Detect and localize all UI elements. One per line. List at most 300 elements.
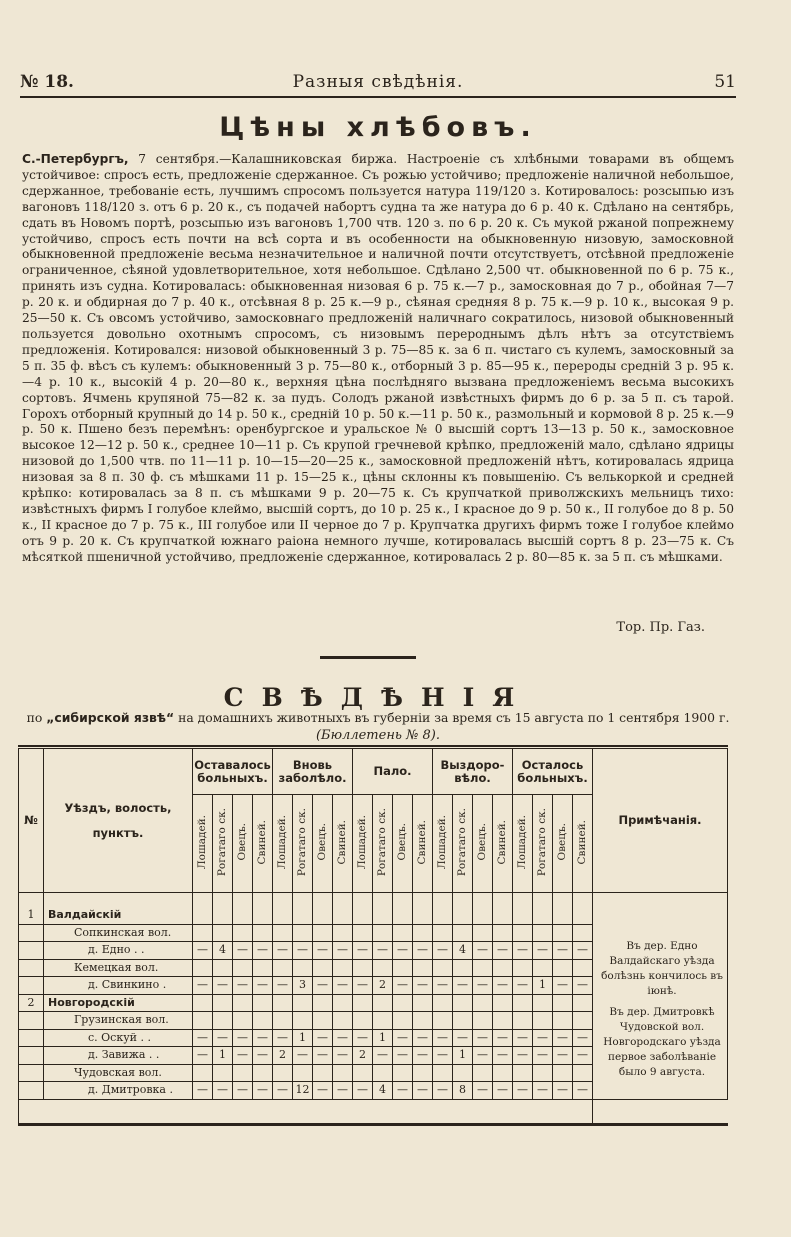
animal-header-label: Свиней. [576,819,588,865]
count-cell: — [253,1047,273,1065]
count-cell [193,959,213,977]
count-cell: — [473,1082,493,1100]
count-cell: — [253,942,273,960]
row-number [19,924,44,942]
count-cell [413,1064,433,1082]
count-cell [553,1012,573,1030]
count-cell [573,1012,593,1030]
animal-header-label: Лошадей. [356,814,368,870]
count-cell: — [433,1082,453,1100]
count-cell: — [193,1082,213,1100]
count-cell [553,959,573,977]
animal-header-label: Овецъ. [476,823,488,861]
count-cell [313,1012,333,1030]
count-cell [473,893,493,925]
animal-header [253,795,273,893]
count-cell: 12 [293,1082,313,1100]
count-cell [433,959,453,977]
count-cell: — [373,1047,393,1065]
animal-header [393,795,413,893]
animal-header [373,795,393,893]
count-cell: — [273,977,293,995]
animal-header-label: Свиней. [416,819,428,865]
count-cell: 1 [213,1047,233,1065]
animal-header [493,795,513,893]
count-cell: — [493,942,513,960]
count-cell [533,1064,553,1082]
count-cell [573,924,593,942]
count-cell: — [573,977,593,995]
col-place-header [44,749,193,893]
row-number [19,959,44,977]
count-cell [493,1064,513,1082]
count-cell: — [253,977,273,995]
place-name: Сопкинская вол. [44,924,193,942]
count-cell: — [533,1047,553,1065]
article-title: Цѣны хлѣбовъ. [219,112,537,143]
table-bottom-rule [18,1123,728,1126]
count-cell [253,959,273,977]
count-cell: — [313,977,333,995]
count-cell: — [233,1029,253,1047]
count-cell: — [273,1029,293,1047]
count-cell [253,1012,273,1030]
count-cell: 1 [373,1029,393,1047]
count-cell [473,1012,493,1030]
count-cell [273,1012,293,1030]
count-cell: — [573,1029,593,1047]
count-cell [373,1064,393,1082]
count-cell: 3 [293,977,313,995]
article-text: 7 сентября.—Калашниковская биржа. Настроеніе съ хлѣбными товарами въ общемъ устойчивое: спросъ есть, предложеніе сдержанное. Съ рожью устойчиво; предложеніе наличной небольшое, сдержанное, требованіе есть, лучшимъ спросомъ пользуется натура 119/120 з. Котировалось: розсыпью изъ вагоновъ 118/120 з. отъ 6 р. 20 к., съ подачей набортъ судна та же натура до 6 р. 40 к. Сдѣлано на сентябрь, сдать въ Новомъ портѣ, розсыпью изъ вагоновъ 1,700 чтв. 120 з. по 6 р. 20 к. Съ мукой ржаной попрежнему устойчиво, спросъ есть почти на всѣ сорта и въ особенности на обыкновенную низовую, замосковной обыкновенной предложеніе весьма незначительное и наличной почти отсутствуетъ, отсѣвной предложеніе ограниченное, сѣяной удовлетворительное, хотя небольшое. Сдѣлано 2,500 чт. обыкновенной по 6 р. 75 к., принять изъ судна. Котировалась: обыкновенная низовая 6 р. 75 к.—7 р., замосковная до 7 р., обойная 7—7 р. 20 к. и обдирная до 7 р. 40 к., отсѣвная 8 р. 25 к.—9 р., сѣяная средняя 8 р. 75 к.—9 р. 10 к., высокая 9 р. 25—50 к. Съ овсомъ устойчиво, замосковнаго предложеній наличнаго сократилось, низовой обыкновенный пользуется довольно охотнымъ спросомъ, съ низовымъ перероднымъ дѣлъ нѣтъ за отсутствіемъ предложенія. Котировался: низовой обыкновенный 3 р. 75—85 к. за 6 п. чистаго съ кулемъ, замосковный за 5 п. 35 ф. вѣсъ съ кулемъ: обыкновенный 3 р. 75—80 к., отборный 3 р. 85—95 к., перероды средній 3 р. 95 к.—4 р. 10 к., высокій 4 р. 20—80 к., верхняя цѣна послѣдняго вызвана предложеніемъ весьма высокихъ сортовъ. Ячмень крупяной 75—82 к. за пудъ. Солодъ ржаной извѣстныхъ фирмъ до 6 р. за 5 п. съ тарой. Горохъ отборный крупный до 14 р. 50 к., средній 10 р. 50 к.—11 р. 50 к., размольный и кормовой 8 р. 25 к.—9 р. 50 к. Пшено безъ перемѣнъ: оренбургское и уральское № 0 высшій сортъ 13—13 р. 50 к., замосковное высокое 12—12 р. 50 к., среднее 10—11 р. Съ крупой гречневой крѣпко, предложеній мало, сдѣлано ядрицы низовой до 1,500 чтв. по 11—11 р. 10—15—20—25 к., замосковной предложеній нѣтъ, котировалась ядрица низовая за 8 п. 30 ф. съ мѣшками 11 р. 15—25 к., цѣны склонны къ повышенію. Съ велькоркой и средней крѣпко: котировалась за 8 п. съ мѣшками 9 р. 20—75 к. Съ крупчаткой приволжскихъ мельницъ тихо: извѣстныхъ фирмъ I голубое клеймо, высшій сортъ, до 10 р. 25 к., I красное до 9 р. 50 к., II голубое до 8 р. 50 к., II красное до 7 р. 75 к., III голубое или II черное до 7 р. Крупчатка другихъ фирмъ тоже I голубое клеймо отъ 9 р. 20 к. Съ крупчаткой южнаго раіона немного лучше, котировалась высшій сортъ 8 р. 23—75 к. Съ мѣсяткой пшеничной устойчиво, предложеніе сдержанное, котировалась 2 р. 80—85 к. за 5 п. съ мѣшками. [22,152,734,564]
count-cell [473,924,493,942]
count-cell: 4 [453,942,473,960]
count-cell: — [513,1082,533,1100]
count-cell: 4 [373,1082,393,1100]
article-place: С.-Петербургъ, [22,152,129,166]
group-header: Выздоро-вѣло. [433,749,513,795]
article-source: Тор. Пр. Газ. [616,620,705,635]
count-cell [553,1064,573,1082]
count-cell: — [573,1047,593,1065]
count-cell: — [473,1047,493,1065]
count-cell [273,893,293,925]
col-place-header-line2: пунктъ. [92,825,144,840]
animal-header [453,795,473,893]
header-row-groups [19,749,728,795]
count-cell: 8 [453,1082,473,1100]
count-cell [313,994,333,1012]
count-cell [353,1012,373,1030]
animal-header [233,795,253,893]
row-number: 2 [19,994,44,1012]
count-cell [573,994,593,1012]
animal-header [533,795,553,893]
count-cell [333,994,353,1012]
page-number: 51 [714,72,736,92]
count-cell: 2 [353,1047,373,1065]
count-cell [293,959,313,977]
animal-header [573,795,593,893]
animal-header-label: Лошадей. [516,814,528,870]
count-cell [433,1064,453,1082]
count-cell: — [513,1029,533,1047]
group-header: Оставалось больныхъ. [193,749,273,795]
count-cell: 4 [213,942,233,960]
count-cell [293,1064,313,1082]
count-cell [573,1064,593,1082]
count-cell [273,924,293,942]
count-cell [253,1064,273,1082]
count-cell [393,1064,413,1082]
count-cell [413,893,433,925]
count-cell: — [193,977,213,995]
count-cell [233,1064,253,1082]
count-cell [413,924,433,942]
count-cell [433,994,453,1012]
count-cell [393,893,413,925]
count-cell [513,1064,533,1082]
place-name: д. Завижа . . [44,1047,193,1065]
row-number: 1 [19,893,44,925]
count-cell [373,1012,393,1030]
count-cell [313,924,333,942]
count-cell: — [193,942,213,960]
count-cell [433,924,453,942]
animal-header-label: Свиней. [496,819,508,865]
count-cell: — [553,942,573,960]
count-cell [253,893,273,925]
section-separator [320,656,416,659]
report-title: СВѢДѢНІЯ [223,683,533,712]
row-number [19,1064,44,1082]
animal-header [213,795,233,893]
count-cell: — [373,942,393,960]
report-subtitle [20,710,736,725]
count-cell: — [233,977,253,995]
note-text: Въ дер. Дмитровкѣ Чудовской вол. Новгородскаго уѣзда первое заболѣваніе было 9 августа. [603,1006,721,1078]
count-cell: — [293,1047,313,1065]
count-cell: — [493,1082,513,1100]
animal-header [193,795,213,893]
count-cell [453,1012,473,1030]
animal-header [433,795,453,893]
count-cell: — [333,1082,353,1100]
animal-header-label: Овецъ. [236,823,248,861]
count-cell: 2 [273,1047,293,1065]
count-cell [213,924,233,942]
count-cell [533,1012,553,1030]
count-cell [353,924,373,942]
count-cell: — [473,942,493,960]
animal-header [553,795,573,893]
count-cell: — [333,1029,353,1047]
count-cell [513,1012,533,1030]
running-header [20,72,736,98]
count-cell [413,959,433,977]
table-row [19,893,728,925]
count-cell [353,893,373,925]
count-cell: — [453,977,473,995]
count-cell [533,924,553,942]
animal-header [313,795,333,893]
row-number [19,1047,44,1065]
col-number-header: № [19,749,44,893]
count-cell [553,994,573,1012]
count-cell: — [553,1082,573,1100]
count-cell [333,1064,353,1082]
count-cell [393,994,413,1012]
count-cell [453,1064,473,1082]
animal-header-label: Рогатаго ск. [216,807,228,877]
count-cell: — [453,1029,473,1047]
count-cell: — [213,977,233,995]
place-name: Грузинская вол. [44,1012,193,1030]
count-cell [193,994,213,1012]
count-cell: — [433,942,453,960]
count-cell: — [433,1029,453,1047]
count-cell: — [493,1029,513,1047]
animal-header-label: Лошадей. [196,814,208,870]
notes-cell [593,893,728,1100]
count-cell: — [533,1029,553,1047]
report-subtitle-post: на домашнихъ животныхъ въ губерніи за время съ 15 августа по 1 сентября 1900 г. [174,710,730,725]
count-cell [453,994,473,1012]
count-cell [433,1012,453,1030]
count-cell [293,1012,313,1030]
row-number [19,942,44,960]
count-cell [493,959,513,977]
animal-header [413,795,433,893]
group-header: Осталось больныхъ. [513,749,593,795]
count-cell: — [573,942,593,960]
count-cell: — [493,977,513,995]
count-cell [213,994,233,1012]
count-cell [553,893,573,925]
table-filler-row [19,1099,728,1123]
animal-header [293,795,313,893]
count-cell: — [253,1082,273,1100]
issue-number: № 18. [20,72,74,92]
count-cell [233,959,253,977]
count-cell [493,994,513,1012]
count-cell: — [353,942,373,960]
count-cell [393,959,413,977]
row-number [19,1012,44,1030]
count-cell: — [493,1047,513,1065]
district-name: Новгородскій [44,994,193,1012]
count-cell [253,994,273,1012]
animal-header [273,795,293,893]
count-cell [353,994,373,1012]
count-cell: 1 [293,1029,313,1047]
count-cell: — [273,942,293,960]
count-cell [453,959,473,977]
count-cell: — [273,1082,293,1100]
count-cell: — [213,1029,233,1047]
count-cell: — [413,977,433,995]
count-cell [573,959,593,977]
count-cell: 1 [533,977,553,995]
count-cell [473,994,493,1012]
animal-header-label: Овецъ. [396,823,408,861]
count-cell: — [353,977,373,995]
count-cell: — [313,942,333,960]
count-cell [193,1064,213,1082]
count-cell [273,1064,293,1082]
place-name: с. Оскуй . . [44,1029,193,1047]
count-cell: — [553,1047,573,1065]
bulletin-label: (Бюллетень № 8). [315,728,441,743]
place-name: д. Едно . . [44,942,193,960]
count-cell [293,924,313,942]
count-cell [373,994,393,1012]
col-notes-header: Примѣчанія. [593,749,728,893]
count-cell [213,893,233,925]
count-cell: — [433,1047,453,1065]
count-cell: — [413,1047,433,1065]
count-cell [213,1064,233,1082]
group-header: Пало. [353,749,433,795]
animal-header-label: Свиней. [336,819,348,865]
count-cell: — [233,1082,253,1100]
count-cell: — [553,977,573,995]
count-cell: — [333,1047,353,1065]
anthrax-table [18,748,728,1124]
place-name: д. Дмитровка . [44,1082,193,1100]
count-cell [513,959,533,977]
count-cell: — [353,1082,373,1100]
count-cell [313,959,333,977]
animal-header-label: Рогатаго ск. [456,807,468,877]
animal-header [333,795,353,893]
count-cell [413,1012,433,1030]
count-cell: — [553,1029,573,1047]
count-cell [233,994,253,1012]
count-cell [453,924,473,942]
count-cell: — [393,1029,413,1047]
count-cell: — [533,942,553,960]
count-cell: — [353,1029,373,1047]
count-cell [553,924,573,942]
count-cell: — [333,977,353,995]
count-cell [213,1012,233,1030]
count-cell [413,994,433,1012]
count-cell [473,1064,493,1082]
count-cell [513,924,533,942]
count-cell [353,1064,373,1082]
animal-header-label: Лошадей. [276,814,288,870]
count-cell: — [253,1029,273,1047]
count-cell [233,1012,253,1030]
count-cell: — [413,942,433,960]
count-cell [313,1064,333,1082]
count-cell [193,893,213,925]
count-cell [233,893,253,925]
count-cell [193,1012,213,1030]
count-cell [573,893,593,925]
count-cell [513,994,533,1012]
count-cell [333,959,353,977]
count-cell: — [433,977,453,995]
district-name: Валдайскій [44,893,193,925]
header-rule [20,96,736,98]
count-cell: — [313,1047,333,1065]
group-header: Вновь заболѣло. [273,749,353,795]
animal-header-label: Свиней. [256,819,268,865]
count-cell: 1 [453,1047,473,1065]
count-cell [333,893,353,925]
count-cell [393,1012,413,1030]
count-cell: — [313,1029,333,1047]
count-cell [213,959,233,977]
count-cell [373,893,393,925]
count-cell [453,893,473,925]
report-subtitle-pre: по [26,710,47,725]
animal-header [473,795,493,893]
count-cell [393,924,413,942]
count-cell: — [573,1082,593,1100]
section-title: Разныя свѣдѣнія. [292,72,464,92]
count-cell: — [513,1047,533,1065]
count-cell: — [393,977,413,995]
count-cell [533,959,553,977]
col-place-header-line1: Уѣздъ, волость, [64,800,172,815]
table-top-rule [18,745,728,747]
row-number [19,1029,44,1047]
count-cell: 2 [373,977,393,995]
count-cell: — [193,1047,213,1065]
count-cell [233,924,253,942]
count-cell [313,893,333,925]
count-cell: — [233,942,253,960]
row-number [19,1082,44,1100]
row-number [19,977,44,995]
count-cell: — [333,942,353,960]
animal-header-label: Овецъ. [316,823,328,861]
count-cell [473,959,493,977]
count-cell [373,959,393,977]
count-cell [273,994,293,1012]
animal-header [513,795,533,893]
count-cell [433,893,453,925]
count-cell: — [513,942,533,960]
animal-header-label: Рогатаго ск. [296,807,308,877]
count-cell: — [393,1082,413,1100]
count-cell [533,893,553,925]
place-name: д. Свинкино . [44,977,193,995]
count-cell: — [393,942,413,960]
count-cell: — [413,1029,433,1047]
count-cell: — [293,942,313,960]
table-filler-cell [19,1099,593,1123]
count-cell [493,924,513,942]
count-cell: — [233,1047,253,1065]
count-cell: — [513,977,533,995]
count-cell [333,1012,353,1030]
count-cell [273,959,293,977]
animal-header-label: Рогатаго ск. [376,807,388,877]
count-cell [493,893,513,925]
animal-header-label: Лошадей. [436,814,448,870]
note-text: Въ дер. Едно Валдайскаго уѣзда болѣзнь кончилось въ іюнѣ. [601,940,723,997]
count-cell: — [313,1082,333,1100]
animal-header-label: Овецъ. [556,823,568,861]
count-cell [373,924,393,942]
count-cell [353,959,373,977]
animal-header [353,795,373,893]
count-cell [193,924,213,942]
